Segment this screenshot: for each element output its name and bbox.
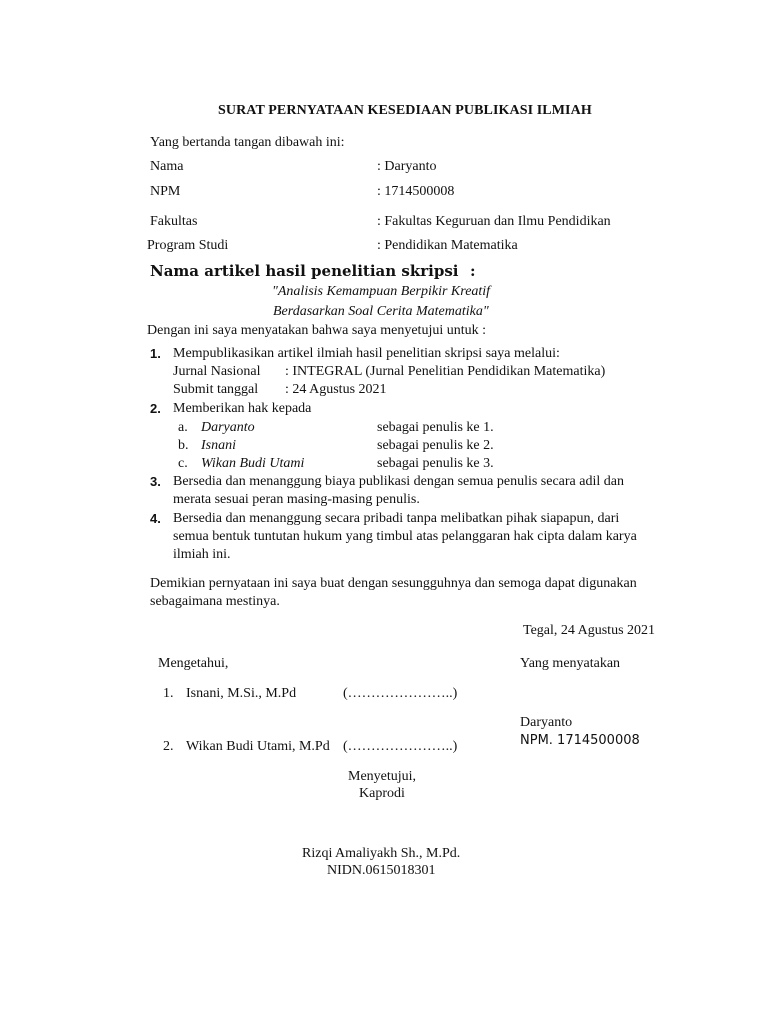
declarant-name: Daryanto [520, 715, 573, 730]
nama-label: Nama [150, 159, 184, 174]
signer-1-name: Isnani, M.Si., M.Pd [186, 686, 297, 701]
kaprodi-label: Kaprodi [359, 786, 405, 801]
statement-text: Dengan ini saya menyatakan bahwa saya menyetujui untuk : [147, 323, 487, 338]
nama-value: : Daryanto [377, 159, 437, 174]
prodi-label: Program Studi [147, 238, 229, 253]
prodi-value: : Pendidikan Matematika [377, 238, 518, 253]
signer-2-signature: (…………………..) [343, 739, 458, 754]
item-2-text: Memberikan hak kepada [173, 401, 312, 416]
mengetahui-label: Mengetahui, [158, 656, 229, 671]
signer-1-signature: (…………………..) [343, 686, 458, 701]
author-role-b: sebagai penulis ke 2. [377, 438, 494, 453]
menyetujui-label: Menyetujui, [348, 769, 417, 784]
item-4-line3: ilmiah ini. [173, 547, 231, 562]
signer-1-number: 1. [163, 686, 174, 701]
npm-value: : 1714500008 [377, 184, 455, 199]
item-1-text: Mempublikasikan artikel ilmiah hasil penelitian skripsi saya melalui: [173, 346, 560, 361]
item-number-2: 2. [150, 401, 161, 416]
closing-line2: sebagaimana mestinya. [150, 594, 280, 609]
article-title-line2: Berdasarkan Soal Cerita Matematika" [273, 304, 489, 319]
fakultas-label: Fakultas [150, 214, 198, 229]
item-3-line2: merata sesuai peran masing-masing penulis. [173, 492, 420, 507]
yang-menyatakan-label: Yang menyatakan [520, 656, 621, 671]
article-label: Nama artikel hasil penelitian skripsi [150, 262, 459, 280]
jurnal-value: : INTEGRAL (Jurnal Penelitian Pendidikan Matematika) [285, 364, 606, 379]
kaprodi-name: Rizqi Amaliyakh Sh., M.Pd. [302, 846, 461, 861]
author-name-c: Wikan Budi Utami [201, 456, 305, 471]
author-letter-a: a. [178, 420, 188, 435]
article-title-line1: "Analisis Kemampuan Berpikir Kreatif [272, 284, 491, 299]
submit-label: Submit tanggal [173, 382, 259, 397]
author-letter-c: c. [178, 456, 188, 471]
place-date: Tegal, 24 Agustus 2021 [523, 623, 656, 638]
submit-value: : 24 Agustus 2021 [285, 382, 387, 397]
item-number-1: 1. [150, 346, 161, 361]
item-number-3: 3. [150, 474, 161, 489]
closing-line1: Demikian pernyataan ini saya buat dengan sesungguhnya dan semoga dapat digunakan [150, 576, 637, 591]
declarant-npm: NPM. 1714500008 [520, 733, 640, 748]
item-4-line2: semua bentuk tuntutan hukum yang timbul atas pelanggaran hak cipta dalam karya [173, 529, 637, 544]
item-number-4: 4. [150, 511, 161, 526]
signer-2-number: 2. [163, 739, 174, 754]
author-role-c: sebagai penulis ke 3. [377, 456, 494, 471]
signer-2-name: Wikan Budi Utami, M.Pd [186, 739, 330, 754]
document-title: SURAT PERNYATAAN KESEDIAAN PUBLIKASI ILMIAH [218, 103, 592, 118]
item-3-line1: Bersedia dan menanggung biaya publikasi dengan semua penulis secara adil dan [173, 474, 624, 489]
author-role-a: sebagai penulis ke 1. [377, 420, 494, 435]
jurnal-label: Jurnal Nasional [173, 364, 261, 379]
fakultas-value: : Fakultas Keguruan dan Ilmu Pendidikan [377, 214, 611, 229]
author-letter-b: b. [178, 438, 189, 453]
kaprodi-nidn: NIDN.0615018301 [327, 863, 436, 878]
article-colon: : [470, 262, 476, 280]
npm-label: NPM [150, 184, 181, 199]
intro-text: Yang bertanda tangan dibawah ini: [150, 135, 345, 150]
author-name-a: Daryanto [201, 420, 255, 435]
item-4-line1: Bersedia dan menanggung secara pribadi tanpa melibatkan pihak siapapun, dari [173, 511, 620, 526]
author-name-b: Isnani [201, 438, 236, 453]
